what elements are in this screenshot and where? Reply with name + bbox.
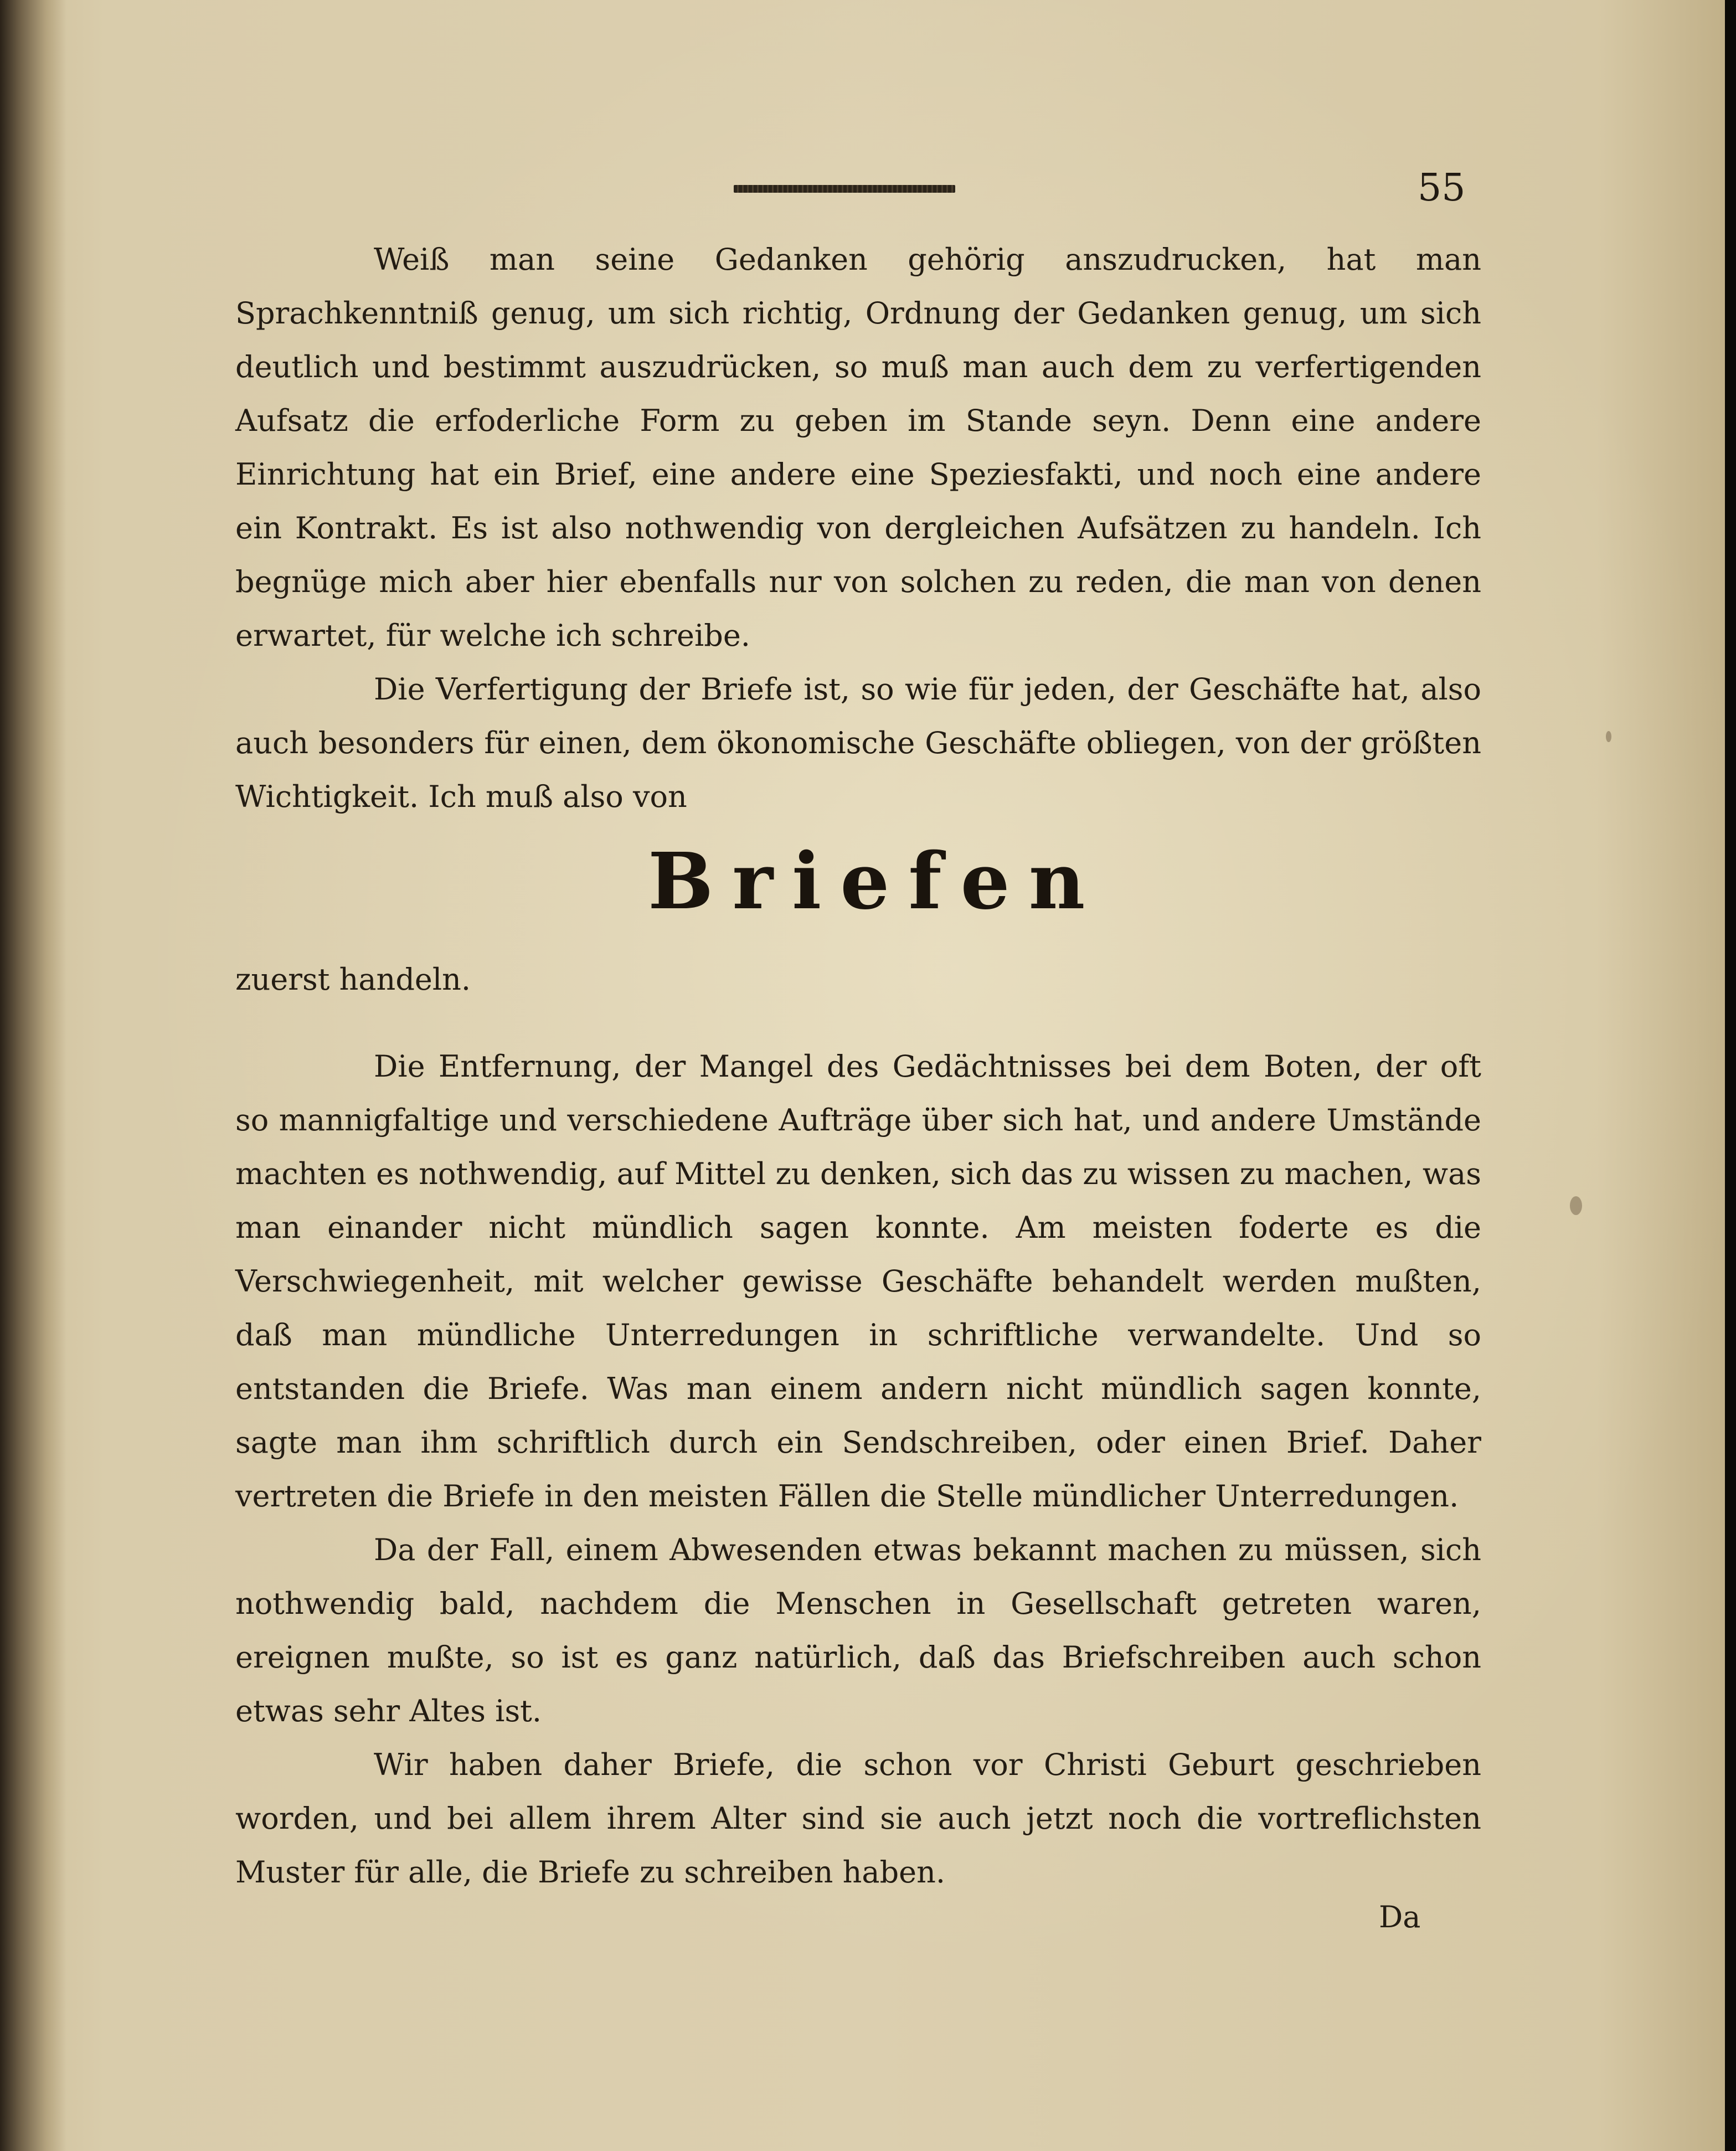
book-gutter [0,0,66,2151]
paragraph: Da der Fall, einem Abwesenden etwas bekannt machen zu müssen, sich nothwendig bald, nachdem die Menschen in Gesellschaft getreten waren, ereignen mußte, so ist es ganz natürlich, daß das Briefschreiben auch schon etwas sehr Altes ist. [235,1532,1481,1728]
header-rule [734,185,955,193]
section-heading: Briefen [648,836,1104,927]
main-text [235,953,1481,1899]
ink-spot [1570,1196,1582,1215]
ink-spot [1606,731,1611,742]
paragraph: Die Entfernung, der Mangel des Gedächtnisses bei dem Boten, der oft so mannigfaltige und verschiedene Aufträge über sich hat, und andere Umstände machten es nothwendig, auf Mittel zu denken, sich das zu wissen zu machen, was man einander nicht mündlich sagen konnte. Am meisten foderte es die Verschwiegenheit, mit welcher gewisse Geschäfte behandelt werden mußten, daß man mündliche Unterredungen in schriftliche verwandelte. Und so entstanden die Briefe. Was man einem andern nicht mündlich sagen konnte, sagte man ihm schriftlich durch ein Sendschreiben, oder einen Brief. Daher vertreten die Briefe in den meisten Fällen die Stelle mündlicher Unterredungen. [235,1049,1481,1514]
paragraph: Weiß man seine Gedanken gehörig anszudrucken, hat man Sprachkenntniß genug, um sich richtig, Ordnung der Gedanken genug, um sich deutlich und bestimmt auszudrücken, so muß man auch dem zu verfertigenden Aufsatz die erfoderliche Form zu geben im Stande seyn. Denn eine andere Einrichtung hat ein Brief, eine andere eine Speziesfakti, und noch eine andere ein Kontrakt. Es ist also nothwendig von dergleichen Aufsätzen zu handeln. Ich begnüge mich aber hier ebenfalls nur von solchen zu reden, die man von denen erwartet, für welche ich schreibe. [235,242,1481,653]
page-edge [1725,0,1736,2151]
page-number: 55 [1418,166,1466,210]
catchword: Da [1379,1900,1421,1934]
paragraph: Wir haben daher Briefe, die schon vor Christi Geburt geschrieben worden, und bei allem ihrem Alter sind sie auch jetzt noch die vortreflichsten Muster für alle, die Briefe zu schreiben haben. [235,1747,1481,1890]
heading-continuation: zuerst handeln. [235,962,471,997]
paragraph: Die Verfertigung der Briefe ist, so wie für jeden, der Geschäfte hat, also auch besonders für einen, dem ökonomische Geschäfte obliegen, von der größten Wichtigkeit. Ich muß also von [235,672,1481,814]
intro-text [235,233,1481,824]
